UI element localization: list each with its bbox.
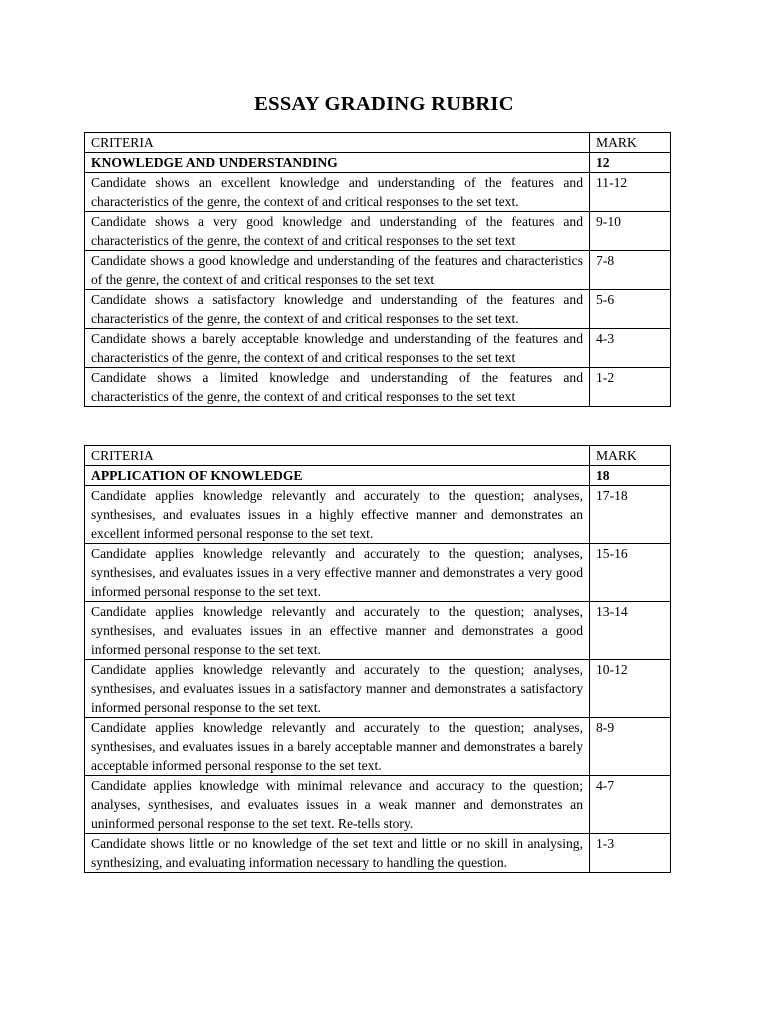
section-total: 12 bbox=[590, 153, 671, 173]
table-header-row bbox=[85, 133, 671, 153]
mark-range: 4-7 bbox=[590, 776, 671, 834]
criteria-header: CRITERIA bbox=[85, 133, 590, 153]
mark-range: 17-18 bbox=[590, 486, 671, 544]
criteria-header: CRITERIA bbox=[85, 446, 590, 466]
mark-range: 8-9 bbox=[590, 718, 671, 776]
rubric-table-knowledge bbox=[84, 132, 671, 407]
mark-range: 1-2 bbox=[590, 368, 671, 407]
document-title: ESSAY GRADING RUBRIC bbox=[254, 93, 514, 115]
table-row bbox=[85, 173, 671, 212]
table-header-row bbox=[85, 446, 671, 466]
criterion-text: Candidate applies knowledge relevantly and accurately to the question; analyses, synthesises, and evaluates issues in a highly effective manner and demonstrates an excellent informed personal response to the set text. bbox=[85, 486, 590, 544]
table-row bbox=[85, 290, 671, 329]
section-row bbox=[85, 153, 671, 173]
criterion-text: Candidate shows an excellent knowledge and understanding of the features and characteristics of the genre, the context of and critical responses to the set text. bbox=[85, 173, 590, 212]
criterion-text: Candidate applies knowledge relevantly and accurately to the question; analyses, synthesises, and evaluates issues in a very effective manner and demonstrates a very good informed personal response to the set text. bbox=[85, 544, 590, 602]
mark-range: 7-8 bbox=[590, 251, 671, 290]
criterion-text: Candidate shows a very good knowledge and understanding of the features and characteristics of the genre, the context of and critical responses to the set text bbox=[85, 212, 590, 251]
mark-range: 15-16 bbox=[590, 544, 671, 602]
mark-header: MARK bbox=[590, 446, 671, 466]
section-row bbox=[85, 466, 671, 486]
table-row bbox=[85, 834, 671, 873]
table-row bbox=[85, 544, 671, 602]
criterion-text: Candidate applies knowledge relevantly and accurately to the question; analyses, synthesises, and evaluates issues in an effective manner and demonstrates a good informed personal response to the set text. bbox=[85, 602, 590, 660]
table-row bbox=[85, 602, 671, 660]
table-row bbox=[85, 212, 671, 251]
table-row bbox=[85, 718, 671, 776]
mark-range: 5-6 bbox=[590, 290, 671, 329]
rubric-table-application bbox=[84, 445, 671, 873]
criterion-text: Candidate applies knowledge relevantly and accurately to the question; analyses, synthesises, and evaluates issues in a satisfactory manner and demonstrates a satisfactory informed personal response to the set text. bbox=[85, 660, 590, 718]
criterion-text: Candidate applies knowledge relevantly and accurately to the question; analyses, synthesises, and evaluates issues in a barely acceptable manner and demonstrates a barely acceptable informed personal response to the set text. bbox=[85, 718, 590, 776]
criterion-text: Candidate shows a limited knowledge and understanding of the features and characteristics of the genre, the context of and critical responses to the set text bbox=[85, 368, 590, 407]
section-label: KNOWLEDGE AND UNDERSTANDING bbox=[85, 153, 590, 173]
criterion-text: Candidate shows little or no knowledge of the set text and little or no skill in analysing, synthesizing, and evaluating information necessary to handling the question. bbox=[85, 834, 590, 873]
criterion-text: Candidate shows a satisfactory knowledge and understanding of the features and characteristics of the genre, the context of and critical responses to the set text. bbox=[85, 290, 590, 329]
mark-header: MARK bbox=[590, 133, 671, 153]
mark-range: 1-3 bbox=[590, 834, 671, 873]
mark-range: 4-3 bbox=[590, 329, 671, 368]
section-total: 18 bbox=[590, 466, 671, 486]
mark-range: 10-12 bbox=[590, 660, 671, 718]
criterion-text: Candidate shows a barely acceptable knowledge and understanding of the features and characteristics of the genre, the context of and critical responses to the set text bbox=[85, 329, 590, 368]
mark-range: 11-12 bbox=[590, 173, 671, 212]
table-row bbox=[85, 776, 671, 834]
table-row bbox=[85, 368, 671, 407]
table-row bbox=[85, 486, 671, 544]
section-label: APPLICATION OF KNOWLEDGE bbox=[85, 466, 590, 486]
criterion-text: Candidate shows a good knowledge and understanding of the features and characteristics of the genre, the context of and critical responses to the set text bbox=[85, 251, 590, 290]
table-row bbox=[85, 329, 671, 368]
table-row bbox=[85, 660, 671, 718]
mark-range: 13-14 bbox=[590, 602, 671, 660]
table-row bbox=[85, 251, 671, 290]
mark-range: 9-10 bbox=[590, 212, 671, 251]
criterion-text: Candidate applies knowledge with minimal relevance and accuracy to the question; analyses, synthesises, and evaluates issues in a weak manner and demonstrates an uninformed personal response to the set text. Re-tells story. bbox=[85, 776, 590, 834]
